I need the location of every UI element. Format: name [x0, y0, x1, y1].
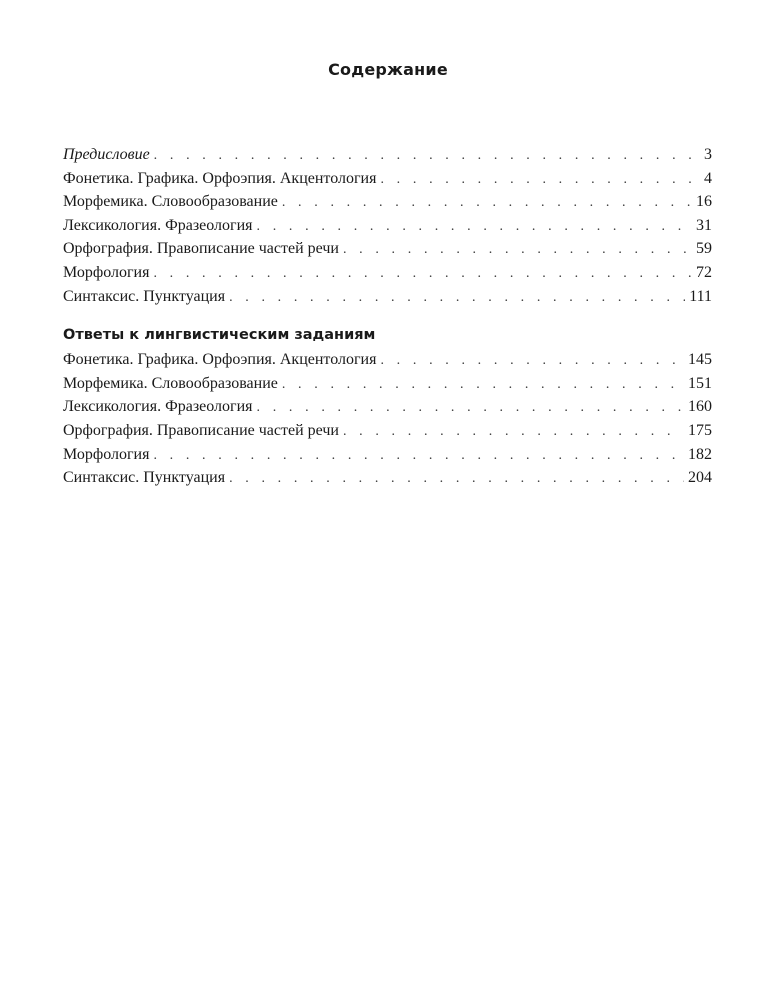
- dot-leader: [229, 467, 684, 491]
- toc-entry-label: Морфемика. Словообразование: [63, 193, 278, 211]
- dot-leader: [343, 420, 684, 444]
- toc-entry-label: Орфография. Правописание частей речи: [63, 240, 339, 258]
- toc-entry-page: 182: [688, 445, 712, 463]
- toc-entry-label: Фонетика. Графика. Орфоэпия. Акцентология: [63, 169, 377, 187]
- page-title: Содержание: [328, 60, 448, 79]
- toc-entry[interactable]: [63, 348, 712, 372]
- toc-entry-page: 160: [688, 398, 712, 416]
- toc-entry-page: 4: [704, 169, 712, 187]
- toc-entry-label: Синтаксис. Пунктуация: [63, 469, 226, 487]
- table-of-contents: [63, 143, 712, 490]
- dot-leader: [282, 373, 684, 397]
- toc-entry-page: 31: [696, 216, 712, 234]
- toc-entry[interactable]: [63, 190, 712, 214]
- toc-entry-page: 59: [696, 240, 712, 258]
- toc-entry[interactable]: [63, 167, 712, 191]
- toc-entry[interactable]: [63, 443, 712, 467]
- toc-entry[interactable]: [63, 395, 712, 419]
- toc-entry-page: 111: [689, 287, 712, 305]
- toc-entry-label: Предисловие: [63, 146, 150, 163]
- toc-entry-label: Морфология: [63, 445, 150, 463]
- toc-entry-page: 72: [696, 263, 712, 281]
- toc-entry-label: Синтаксис. Пунктуация: [63, 287, 226, 305]
- toc-entry-label: Лексикология. Фразеология: [63, 398, 253, 416]
- toc-entry-label: Морфемика. Словообразование: [63, 374, 278, 392]
- toc-entry[interactable]: [63, 419, 712, 443]
- toc-entry[interactable]: [63, 466, 712, 490]
- dot-leader: [343, 238, 692, 262]
- toc-entry[interactable]: [63, 261, 712, 285]
- toc-entry[interactable]: [63, 237, 712, 261]
- toc-entry-page: 3: [704, 146, 712, 163]
- dot-leader: [153, 444, 684, 468]
- dot-leader: [153, 262, 692, 286]
- toc-entry-label: Орфография. Правописание частей речи: [63, 421, 339, 439]
- dot-leader: [257, 396, 684, 420]
- toc-entry-page: 151: [688, 374, 712, 392]
- toc-entry[interactable]: [63, 372, 712, 396]
- dot-leader: [380, 168, 700, 192]
- toc-entry-page: 145: [688, 351, 712, 369]
- toc-entry-page: 16: [696, 193, 712, 211]
- toc-entry[interactable]: [63, 214, 712, 238]
- toc-entry-label: Морфология: [63, 263, 150, 281]
- toc-entry-preface[interactable]: [63, 143, 712, 167]
- toc-entry-page: 204: [688, 469, 712, 487]
- toc-entry-page: 175: [688, 421, 712, 439]
- dot-leader: [282, 191, 692, 215]
- dot-leader: [154, 144, 700, 168]
- toc-entry-label: Лексикология. Фразеология: [63, 216, 253, 234]
- toc-entry-label: Фонетика. Графика. Орфоэпия. Акцентология: [63, 351, 377, 369]
- answers-heading: Ответы к лингвистическим заданиям: [63, 327, 376, 344]
- toc-entry[interactable]: [63, 285, 712, 309]
- dot-leader: [229, 286, 685, 310]
- dot-leader: [380, 349, 684, 373]
- dot-leader: [257, 215, 692, 239]
